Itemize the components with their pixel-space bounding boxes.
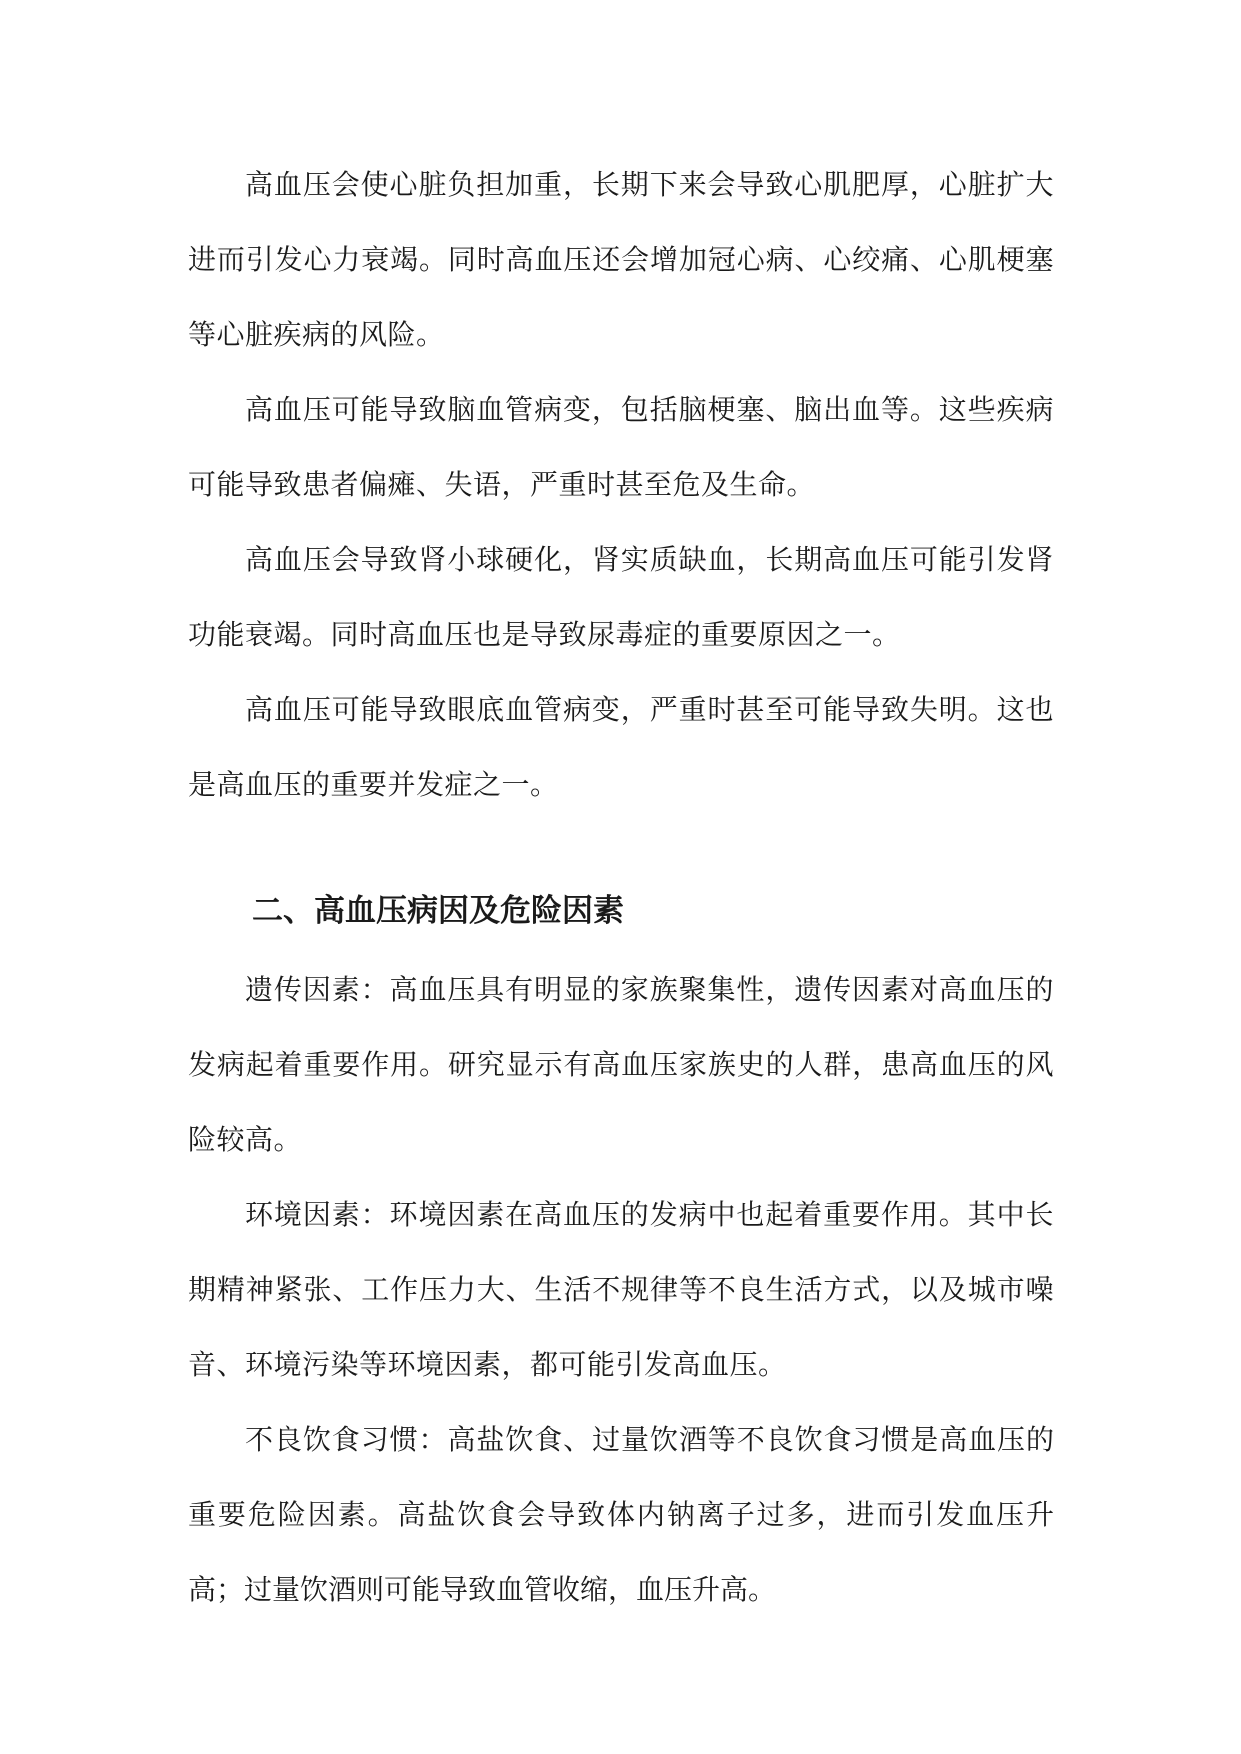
paragraph-genetic-factors: 遗传因素：高血压具有明显的家族聚集性，遗传因素对高血压的发病起着重要作用。研究显示有高血压家族史的人群，患高血压的风险较高。 (188, 973, 1054, 1156)
paragraph-brain-risk: 高血压可能导致脑血管病变，包括脑梗塞、脑出血等。这些疾病可能导致患者偏瘫、失语，严重时甚至危及生命。 (188, 393, 1054, 501)
paragraph-diet-factors: 不良饮食习惯：高盐饮食、过量饮酒等不良饮食习惯是高血压的重要危险因素。高盐饮食会导致体内钠离子过多，进而引发血压升高；过量饮酒则可能导致血管收缩，血压升高。 (188, 1423, 1054, 1606)
paragraph-environmental-factors: 环境因素：环境因素在高血压的发病中也起着重要作用。其中长期精神紧张、工作压力大、生活不规律等不良生活方式，以及城市噪音、环境污染等环境因素，都可能引发高血压。 (188, 1198, 1054, 1381)
paragraph-heart-risk: 高血压会使心脏负担加重，长期下来会导致心肌肥厚，心脏扩大进而引发心力衰竭。同时高血压还会增加冠心病、心绞痛、心肌梗塞等心脏疾病的风险。 (188, 168, 1054, 351)
paragraph-kidney-risk: 高血压会导致肾小球硬化，肾实质缺血，长期高血压可能引发肾功能衰竭。同时高血压也是导致尿毒症的重要原因之一。 (188, 543, 1054, 651)
document-body (188, 147, 1054, 1627)
paragraph-eye-risk: 高血压可能导致眼底血管病变，严重时甚至可能导致失明。这也是高血压的重要并发症之一。 (188, 693, 1054, 801)
section-heading: 二、高血压病因及危险因素 (252, 893, 624, 929)
